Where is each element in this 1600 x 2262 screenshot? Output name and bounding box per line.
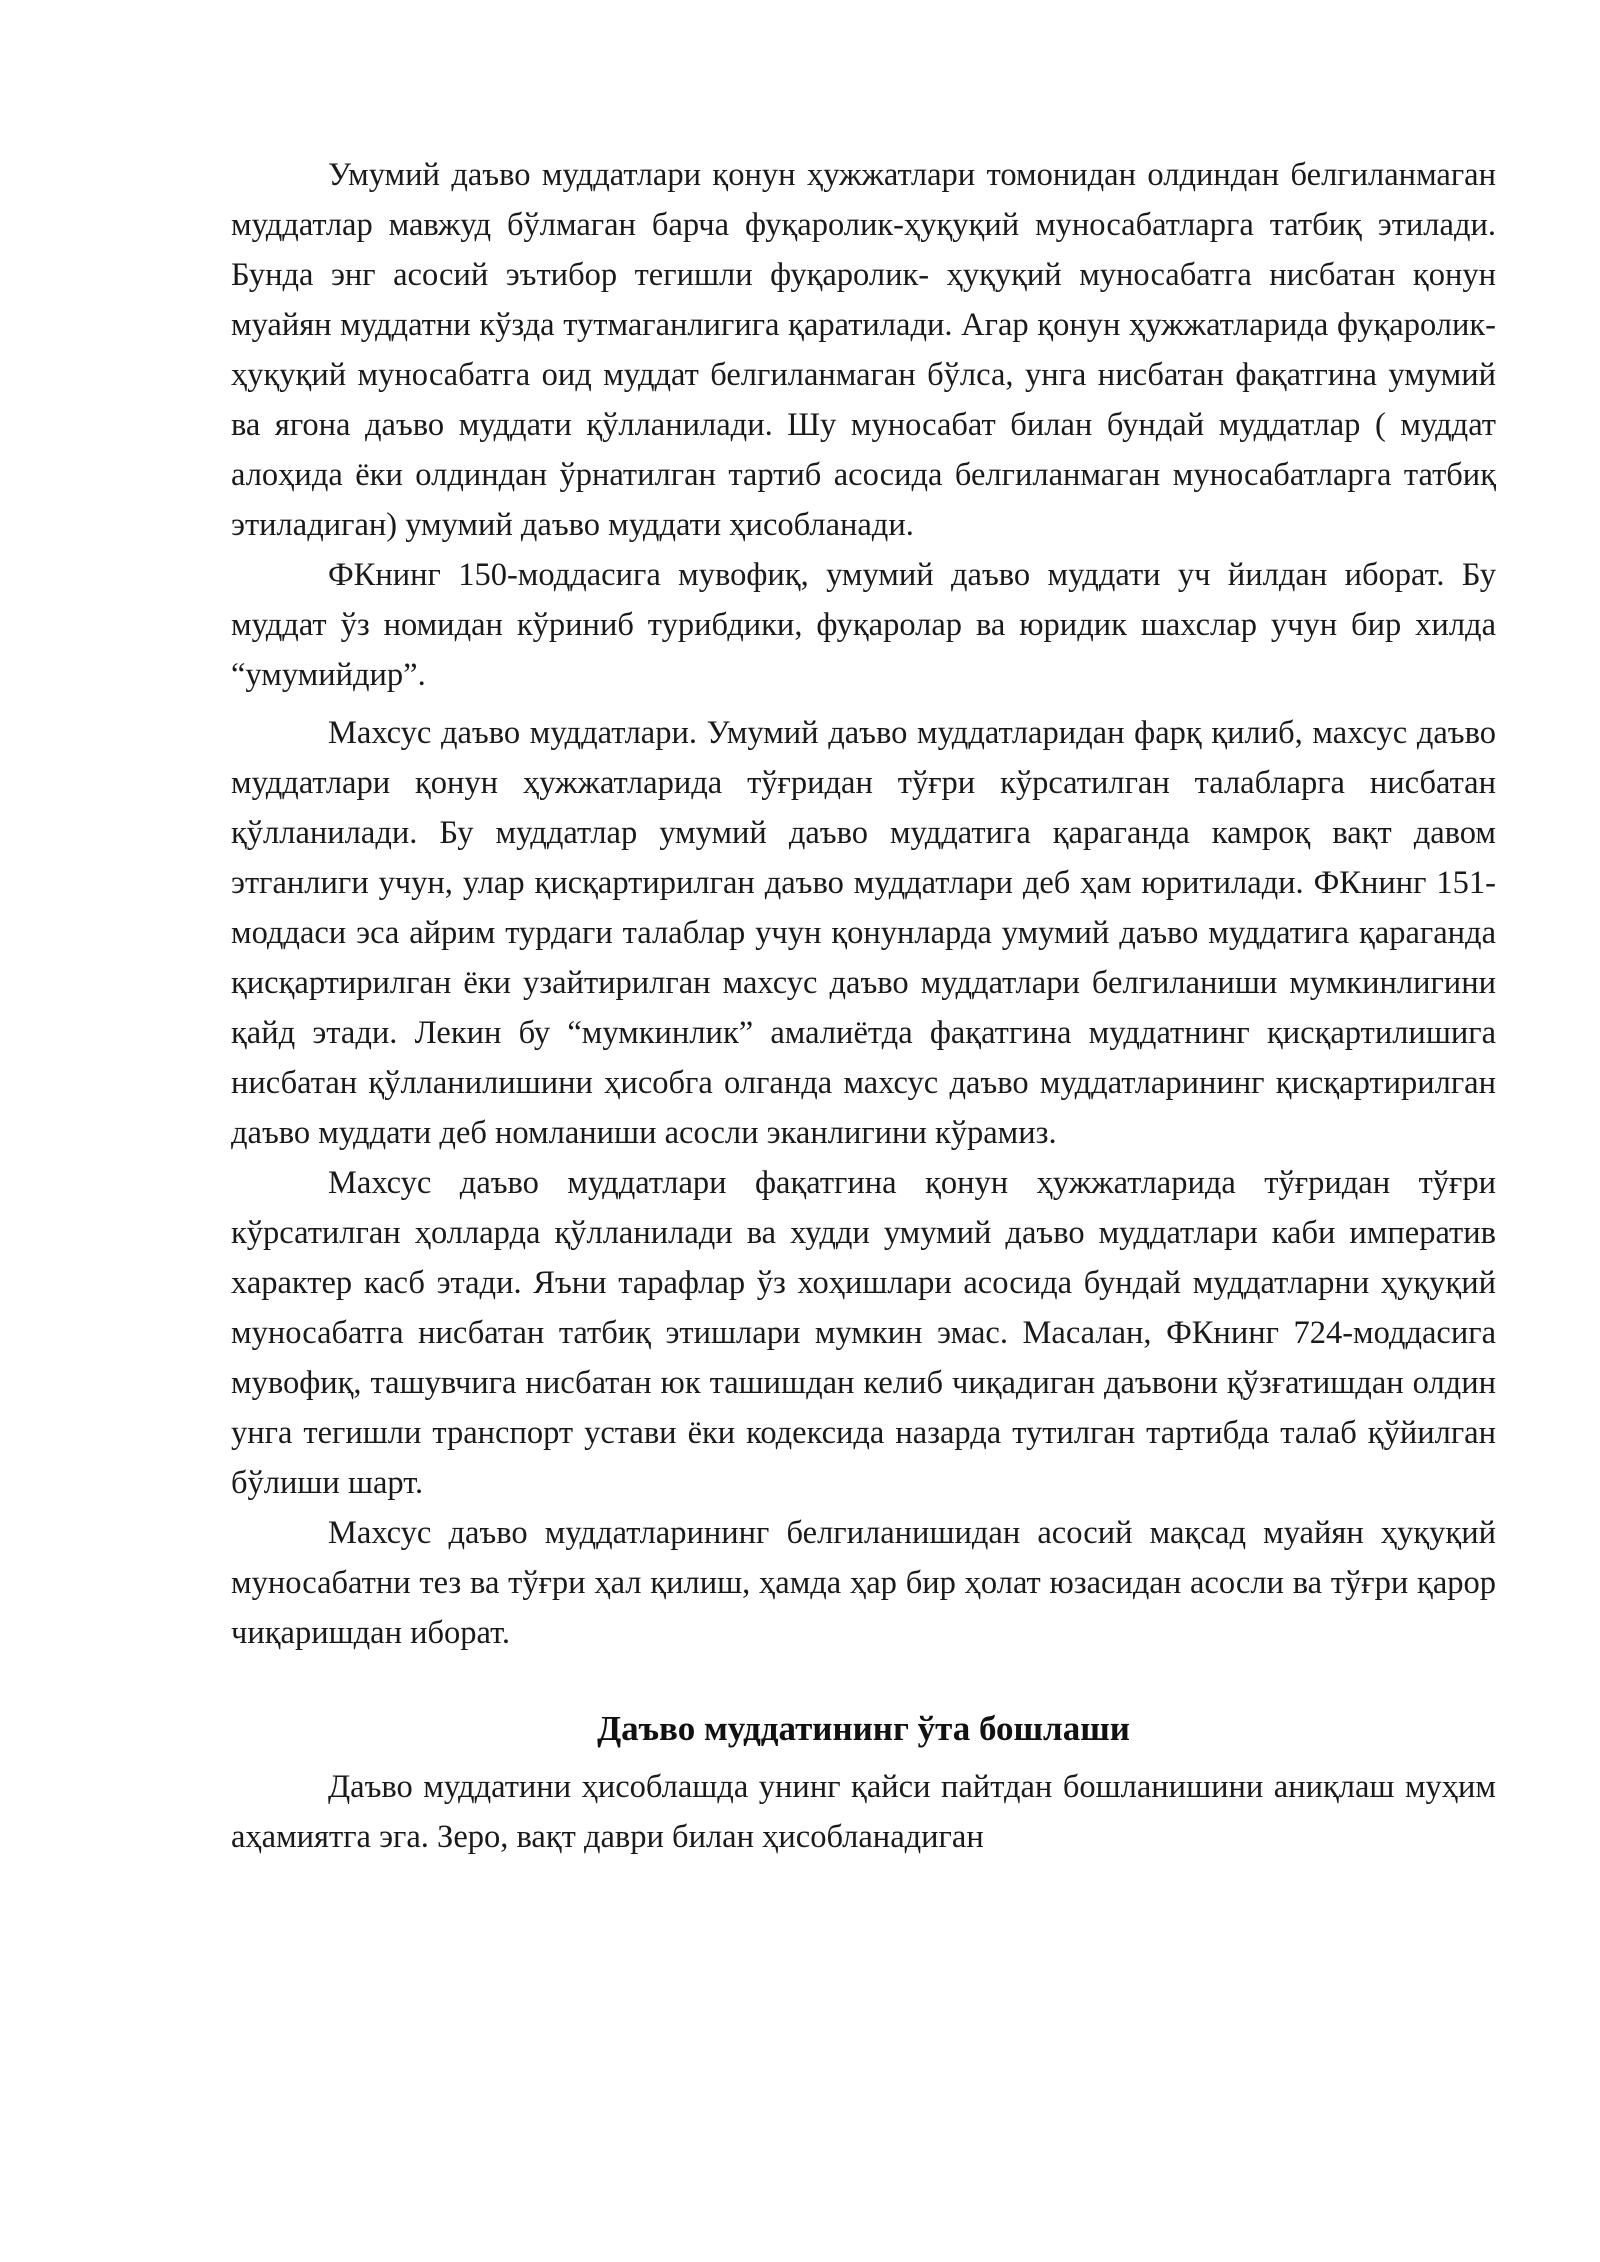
paragraph-special-periods-imperative: Махсус даъво муддатлари фақатгина қонун ҳужжатларида тўғридан тўғри кўрсатилган ҳолларда қўлланилади ва худди умумий даъво муддатлари каби императив характер касб этади. Яъни тарафлар ўз хоҳишлари асосида бундай муддатларни ҳуқуқий муносабатга нисбатан татбиқ этишлари мумкин эмас. Масалан, ФКнинг 724-моддасига мувофиқ, ташувчига нисбатан юк ташишдан келиб чиқадиган даъвони қўзғатишдан олдин унга тегишли транспорт устави ёки кодексида назарда тутилган тартибда талаб қўйилган бўлиши шарт. (231, 1165, 1496, 1501)
paragraph-special-periods-purpose: Махсус даъво муддатларининг белгиланишидан асосий мақсад муайян ҳуқуқий муносабатни тез ва тўғри ҳал қилиш, ҳамда ҳар бир ҳолат юзасидан асосли ва тўғри қарор чиқаришдан иборат. (231, 1515, 1496, 1651)
document-body (231, 150, 1496, 1862)
paragraph-start-of-period: Даъво муддатини ҳисоблашда унинг қайси пайтдан бошланишини аниқлаш муҳим аҳамиятга эга. Зеро, вақт даври билан ҳисобланадиган (231, 1769, 1496, 1855)
paragraph-article-150: ФКнинг 150-моддасига мувофиқ, умумий даъво муддати уч йилдан иборат. Бу муддат ўз номидан кўриниб турибдики, фуқаролар ва юридик шахслар учун бир хилда “умумийдир”. (231, 557, 1496, 693)
paragraph-special-limitation-periods: Махсус даъво муддатлари. Умумий даъво муддатларидан фарқ қилиб, махсус даъво муддатлари қонун ҳужжатларида тўғридан тўғри кўрсатилган талабларга нисбатан қўлланилади. Бу муддатлар умумий даъво муддатига қараганда камроқ вақт давом этганлиги учун, улар қисқартирилган даъво муддатлари деб ҳам юритилади. ФКнинг 151-моддаси эса айрим турдаги талаблар учун қонунларда умумий даъво муддатига қараганда қисқартирилган ёки узайтирилган махсус даъво муддатлари белгиланиши мумкинлигини қайд этади. Лекин бу “мумкинлик” амалиётда фақатгина муддатнинг қисқартилишига нисбатан қўлланилишини ҳисобга олганда махсус даъво муддатларининг қисқартирилган даъво муддати деб номланиши асосли эканлигини кўрамиз. (231, 715, 1496, 1151)
section-heading: Даъво муддатининг ўта бошлаши (597, 1709, 1130, 1748)
paragraph-general-limitation-periods: Умумий даъво муддатлари қонун ҳужжатлари томонидан олдиндан белгиланмаган муддатлар мавжуд бўлмаган барча фуқаролик-ҳуқуқий муносабатларга татбиқ этилади. Бунда энг асосий эътибор тегишли фуқаролик- ҳуқуқий муносабатга нисбатан қонун муайян муддатни кўзда тутмаганлигига қаратилади. Агар қонун ҳужжатларида фуқаролик-ҳуқуқий муносабатга оид муддат белгиланмаган бўлса, унга нисбатан фақатгина умумий ва ягона даъво муддати қўлланилади. Шу муносабат билан бундай муддатлар ( муддат алоҳида ёки олдиндан ўрнатилган тартиб асосида белгиланмаган муносабатларга татбиқ этиладиган) умумий даъво муддати ҳисобланади. (231, 157, 1496, 543)
